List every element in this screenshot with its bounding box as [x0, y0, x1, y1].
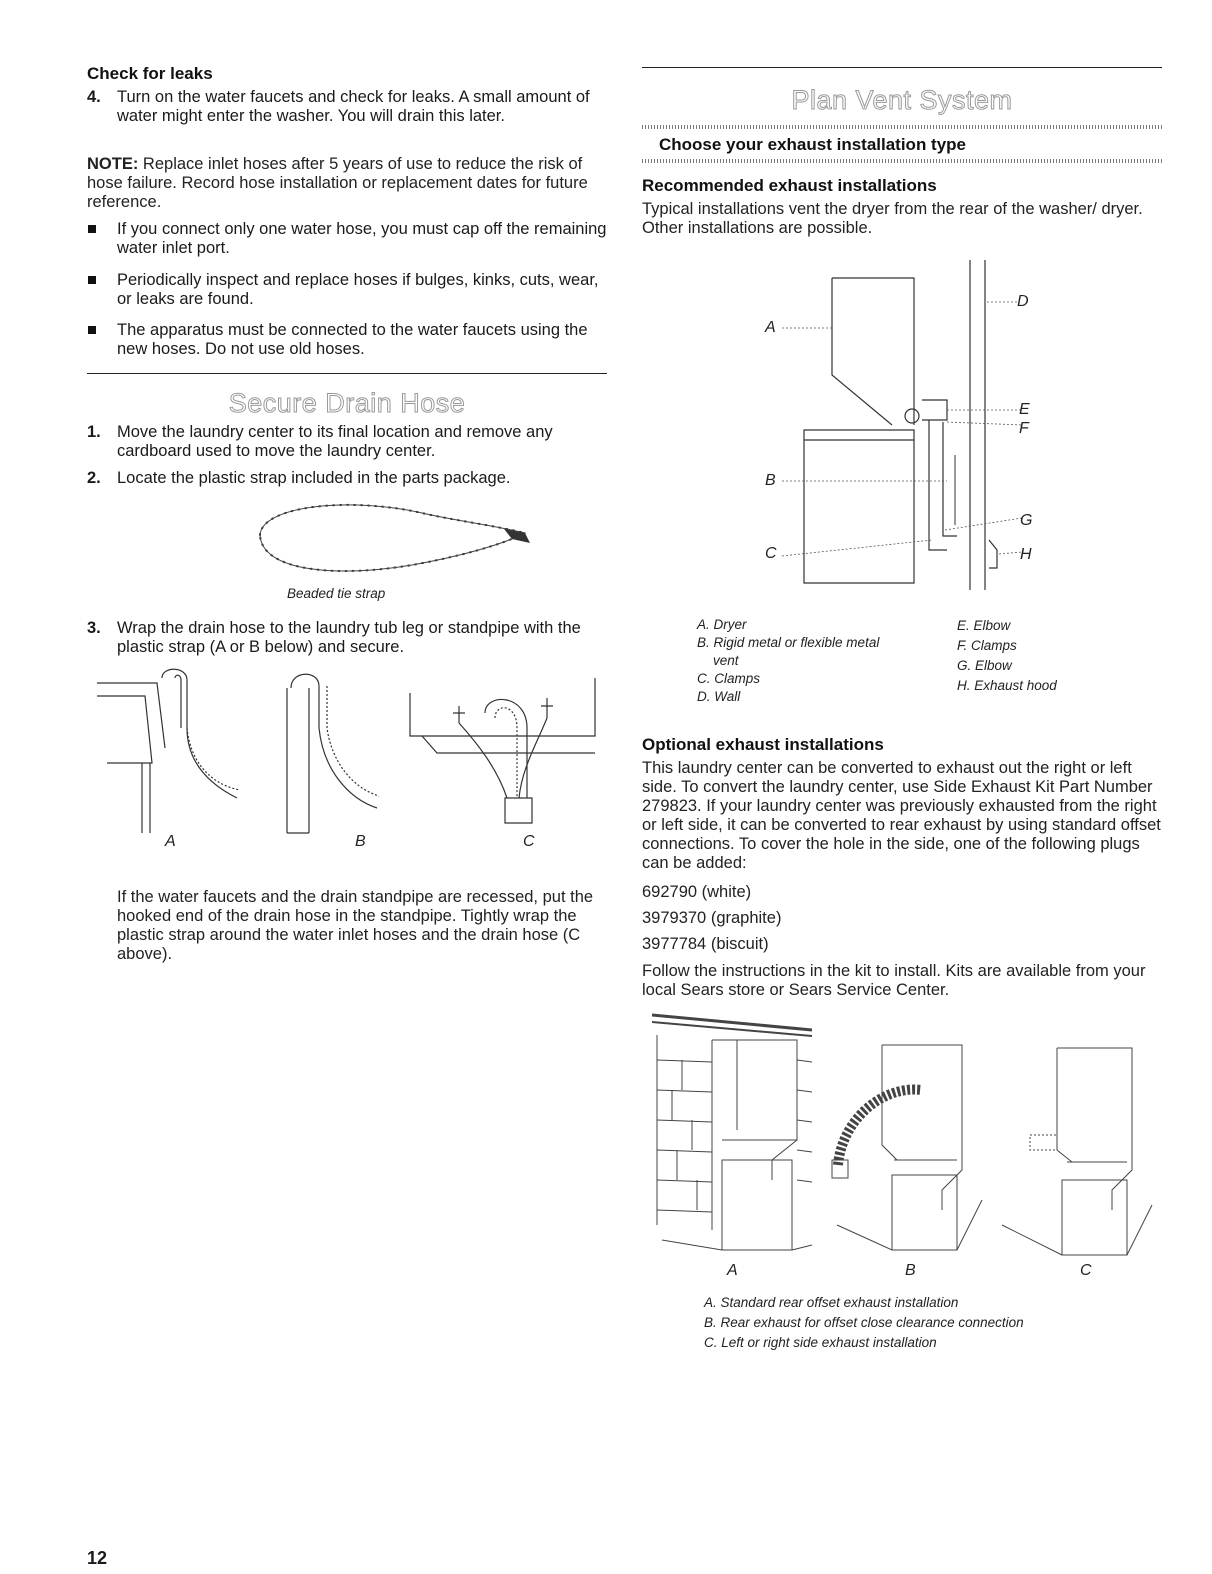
optional-installation-figures: [652, 1010, 1157, 1280]
note-paragraph: [87, 155, 607, 212]
diagram-letter: C: [765, 545, 777, 562]
divider: [642, 67, 1162, 68]
laundry-tub-figure: [97, 669, 240, 833]
legend-item: G. Elbow: [957, 658, 1012, 673]
optional-heading: Optional exhaust installations: [642, 735, 884, 754]
step-1: [87, 423, 627, 461]
optional-text: This laundry center can be converted to exhaust out the right or left side. To convert the laundry center, use Side Exhaust Kit Part Number 279823. If your laundry center was previously exhausted from the right or left side, it can be converted to rear exhaust by using standard offset connections. To cover the hole in the side, one of the following plugs can be added:: [642, 759, 1161, 872]
legend-item: F. Clamps: [957, 638, 1017, 653]
side-exhaust-figure: [1002, 1048, 1152, 1255]
step-text: Turn on the water faucets and check for leaks. A small amount of water might enter the washer. You will drain this later.: [117, 88, 590, 125]
step-text: Wrap the drain hose to the laundry tub leg or standpipe with the plastic strap (A or B below) and secure.: [117, 619, 581, 656]
bullet-icon: [88, 276, 96, 284]
step-number: 2.: [87, 469, 101, 487]
caption-item: A. Standard rear offset exhaust installation: [704, 1295, 959, 1310]
figure-label: C: [1080, 1262, 1092, 1279]
hatch-rule: [642, 125, 1162, 129]
figure-label: A: [165, 833, 176, 848]
hatch-rule: [642, 159, 1162, 163]
diagram-letter: E: [1019, 401, 1030, 418]
step-text: Move the laundry center to its final location and remove any cardboard used to move the laundry center.: [117, 423, 553, 460]
figure-label: A: [727, 1262, 738, 1279]
bullet-icon: [88, 225, 96, 233]
step-2: [87, 469, 627, 488]
diagram-letter: B: [765, 472, 776, 489]
diagram-letter: H: [1020, 546, 1032, 563]
plan-vent-system-title: Plan Vent System: [791, 85, 1013, 115]
divider: [87, 373, 607, 374]
diagram-legend-right: [957, 616, 1157, 696]
list-item: [87, 271, 607, 309]
choose-exhaust-heading: Choose your exhaust installation type: [659, 135, 967, 154]
plug-biscuit: 3977784 (biscuit): [642, 935, 769, 953]
figure-label: C: [523, 833, 535, 848]
diagram-letter: D: [1017, 293, 1029, 310]
recessed-paragraph: If the water faucets and the drain standpipe are recessed, put the hooked end of the drain hose in the standpipe. Tightly wrap the plastic strap around the water inlet hoses and the drain hose (C above).: [117, 888, 594, 963]
figure-label: B: [355, 833, 366, 848]
legend-item: vent: [713, 653, 739, 668]
legend-item: D. Wall: [697, 689, 741, 704]
list-item: [87, 321, 607, 359]
bullet-text: If you connect only one water hose, you must cap off the remaining water inlet port.: [117, 220, 607, 257]
caption-item: C. Left or right side exhaust installation: [704, 1335, 937, 1350]
bullet-icon: [88, 326, 96, 334]
caption-item: B. Rear exhaust for offset close clearance connection: [704, 1315, 1024, 1330]
recessed-faucet-figure: [410, 678, 595, 823]
beaded-tie-strap-illustration: [242, 495, 542, 580]
legend-item: A. Dryer: [697, 617, 747, 632]
drain-hose-figures: [87, 668, 607, 848]
bullet-text: The apparatus must be connected to the water faucets using the new hoses. Do not use old hoses.: [117, 321, 588, 358]
legend-item: E. Elbow: [957, 618, 1011, 633]
step-text: Locate the plastic strap included in the parts package.: [117, 469, 511, 487]
plug-graphite: 3979370 (graphite): [642, 909, 782, 927]
legend-item: B. Rigid metal or flexible metal: [697, 635, 880, 650]
standpipe-figure: [287, 674, 379, 833]
bullet-text: Periodically inspect and replace hoses if bulges, kinks, cuts, wear, or leaks are found.: [117, 271, 599, 308]
figure-label: B: [905, 1262, 916, 1279]
secure-drain-hose-title: Secure Drain Hose: [228, 388, 466, 418]
diagram-letter: A: [765, 319, 776, 336]
legend-item: C. Clamps: [697, 671, 761, 686]
check-leaks-heading: Check for leaks: [87, 64, 213, 83]
legend-item: H. Exhaust hood: [957, 678, 1057, 693]
strap-caption: Beaded tie strap: [287, 586, 386, 601]
page-number: 12: [87, 1548, 108, 1568]
step-number: 1.: [87, 423, 101, 441]
step-3: [87, 619, 627, 657]
list-item: [87, 220, 607, 258]
plug-white: 692790 (white): [642, 883, 752, 901]
close-clearance-figure: [832, 1045, 982, 1250]
recommended-heading: Recommended exhaust installations: [642, 176, 937, 195]
exhaust-installation-diagram: [757, 250, 1057, 595]
recommended-text: Typical installations vent the dryer from the rear of the washer/ dryer. Other installations are possible.: [642, 200, 1143, 237]
diagram-legend-left: [697, 616, 937, 706]
step-4: [87, 88, 607, 126]
note-text: Replace inlet hoses after 5 years of use to reduce the risk of hose failure. Record hose installation or replacement dates for future reference.: [87, 155, 588, 211]
step-number: 4.: [87, 88, 101, 106]
follow-instructions-text: Follow the instructions in the kit to install. Kits are available from your local Sears store or Sears Service Center.: [642, 962, 1146, 999]
note-label: NOTE:: [87, 155, 139, 173]
step-number: 3.: [87, 619, 101, 637]
diagram-letter: G: [1020, 512, 1033, 529]
bottom-captions: [704, 1293, 1154, 1353]
diagram-letter: F: [1019, 420, 1029, 437]
rear-offset-figure: [652, 1015, 812, 1250]
